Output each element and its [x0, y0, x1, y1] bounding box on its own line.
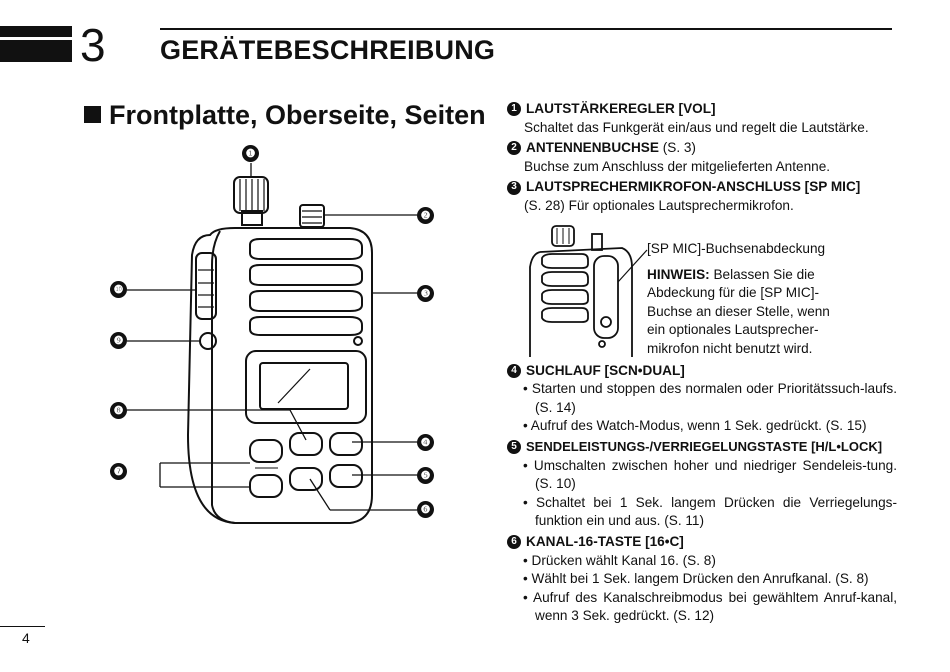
item-description: Buchse zum Anschluss der mitgelieferten Antenne. — [524, 158, 831, 174]
callout-9: ❾ — [110, 332, 127, 349]
item-number-badge: 6 — [507, 535, 521, 549]
item-number-badge: 2 — [507, 141, 521, 155]
item-title-suffix: (S. 3) — [662, 140, 696, 156]
bullet-item: • Aufruf des Watch-Modus, wenn 1 Sek. gedrückt. (S. 15) — [523, 418, 867, 434]
item-number-badge: 5 — [507, 440, 521, 454]
callout-8: ❽ — [110, 402, 127, 419]
page-number-rule — [0, 626, 45, 627]
square-bullet-icon — [84, 106, 101, 123]
radio-drawing — [100, 135, 450, 525]
callout-5: ❺ — [417, 467, 434, 484]
description-column — [507, 100, 897, 626]
bullet-item: • Drücken wählt Kanal 16. (S. 8) — [523, 552, 716, 568]
callout-6: ❻ — [417, 501, 434, 518]
chapter-tab-bar-top — [0, 26, 72, 37]
item-2 — [507, 139, 897, 176]
sp-mic-cover-drawing — [522, 222, 652, 357]
item-3 — [507, 178, 897, 215]
callout-4: ❹ — [417, 434, 434, 451]
item-number-badge: 1 — [507, 102, 521, 116]
item-1 — [507, 100, 897, 137]
hint-text: Belassen Sie die Abdeckung für die [SP MIC]-Buchse an dieser Stelle, wenn ein optionales Lautsprecher-mikrofon nicht benutzt wird. — [647, 266, 830, 356]
item-title: LAUTSTÄRKEREGLER [VOL] — [526, 101, 716, 116]
sp-mic-cover-label: [SP MIC]-Buchsenabdeckung — [647, 240, 826, 256]
item-title: ANTENNENBUCHSE — [526, 140, 659, 156]
chapter-rule — [160, 28, 892, 30]
item-description: Schaltet das Funkgerät ein/aus und regelt die Lautstärke. — [524, 119, 869, 135]
item-6 — [507, 533, 897, 626]
hint-note — [647, 266, 847, 359]
radio-illustration — [100, 135, 450, 525]
item-title: SENDELEISTUNGS-/VERRIEGELUNGSTASTE [H/L•LOCK] — [526, 438, 883, 454]
bullet-item: • Umschalten zwischen hoher und niedriger Sendeleis-tung. (S. 10) — [523, 457, 897, 492]
callout-10: ❿ — [110, 281, 127, 298]
callout-7: ❼ — [110, 463, 127, 480]
bullet-item: • Wählt bei 1 Sek. langem Drücken den Anrufkanal. (S. 8) — [523, 571, 869, 587]
item-5 — [507, 438, 897, 531]
chapter-number: 3 — [80, 19, 106, 71]
item-title: LAUTSPRECHERMIKROFON-ANSCHLUSS [SP MIC] — [526, 179, 861, 195]
item-title: KANAL-16-TASTE [16•C] — [526, 533, 684, 549]
item-number-badge: 3 — [507, 181, 521, 195]
bullet-item: • Aufruf des Kanalschreibmodus bei gewähltem Anruf-kanal, wenn 3 Sek. gedrückt. (S. 12) — [523, 589, 897, 624]
section-title-text: Frontplatte, Oberseite, Seiten — [109, 100, 486, 130]
bullet-item: • Schaltet bei 1 Sek. langem Drücken die Verriegelungs-funktion ein und aus. (S. 11) — [523, 494, 897, 529]
section-title — [84, 100, 486, 131]
hint-label: HINWEIS: — [647, 266, 710, 282]
item-4 — [507, 362, 897, 436]
item-description: (S. 28) Für optionales Lautsprechermikrofon. — [524, 197, 794, 213]
page-number: 4 — [22, 630, 30, 646]
item-number-badge: 4 — [507, 364, 521, 378]
callout-3: ❸ — [417, 285, 434, 302]
chapter-tab-bar-bottom — [0, 40, 72, 62]
chapter-title: GERÄTEBESCHREIBUNG — [160, 35, 496, 65]
bullet-item: • Starten und stoppen des normalen oder Prioritätssuch-laufs. (S. 14) — [523, 381, 897, 415]
callout-2: ❷ — [417, 207, 434, 224]
item-title: SUCHLAUF [SCN•DUAL] — [526, 362, 685, 378]
sp-mic-subfigure — [507, 222, 897, 357]
callout-1: ❶ — [242, 145, 259, 162]
